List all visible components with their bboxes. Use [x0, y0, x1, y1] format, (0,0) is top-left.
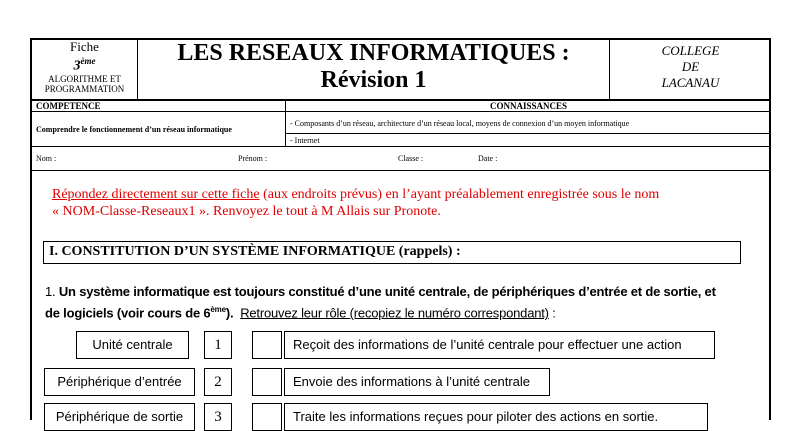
number-box: 2 [204, 368, 232, 396]
question-text: de logiciels (voir cours de 6 [45, 305, 211, 321]
nom-field[interactable]: Nom : [36, 154, 57, 163]
frame-left [30, 171, 32, 420]
term-box: Périphérique de sortie [44, 403, 195, 431]
school-line: COLLEGE [661, 43, 720, 58]
title [138, 40, 609, 94]
competence-value: Comprendre le fonctionnement d’un réseau informatique [36, 125, 232, 134]
instruction-text: (aux endroits prévus) en l’ayant préalablement enregistrée sous le nom [259, 187, 660, 202]
number-box: 3 [204, 403, 232, 431]
definition-box: Envoie des informations à l’unité centrale [284, 368, 550, 396]
question-text: Un système informatique est toujours constitué d’une unité centrale, de périphériques d’entrée et de sortie, et [58, 284, 716, 299]
connaissances-header: CONNAISSANCES [489, 101, 568, 111]
school-line: LACANAU [661, 75, 720, 90]
level: 3ème [73, 56, 96, 74]
answer-field[interactable] [252, 403, 282, 431]
term-box: Unité centrale [76, 331, 189, 359]
instruction-text: « NOM-Classe-Reseaux1 ». Renvoyez le tout à M Allais sur Pronote. [52, 204, 441, 219]
instruction-emphasis: Répondez directement sur cette fiche [52, 187, 260, 202]
instructions [52, 186, 659, 220]
subject-line: PROGRAMMATION [44, 83, 125, 94]
connaissances-line: - Internet [290, 136, 320, 145]
section-title: I. CONSTITUTION D’UN SYSTÈME INFORMATIQUE (rappels) : [49, 244, 461, 259]
definition-box: Traite les informations reçues pour piloter des actions en sortie. [284, 403, 708, 431]
question-instruction: Retrouvez leur rôle (recopiez le numéro correspondant) [240, 305, 549, 321]
school [610, 43, 771, 91]
connaissances-line: - Composants d’un réseau, architecture d’un réseau local, moyens de connexion d’un moyen informatique [290, 119, 630, 128]
answer-field[interactable] [252, 331, 282, 359]
title-line1: LES RESEAUX INFORMATIQUES : [177, 40, 570, 66]
subject-line: ALGORITHME ET [48, 73, 121, 84]
date-field[interactable]: Date : [478, 154, 498, 163]
prenom-field[interactable]: Prénom : [238, 154, 268, 163]
divider [30, 111, 771, 112]
number-box: 1 [204, 331, 232, 359]
school-line: DE [681, 59, 700, 74]
term-box: Périphérique d’entrée [44, 368, 195, 396]
divider [285, 133, 771, 134]
fiche-cell [32, 40, 137, 94]
frame-right [769, 171, 771, 420]
fiche-label: Fiche [70, 39, 99, 54]
definition-box: Reçoit des informations de l’unité centrale pour effectuer une action [284, 331, 715, 359]
competence-header: COMPETENCE [36, 101, 101, 111]
classe-field[interactable]: Classe : [398, 154, 424, 163]
answer-field[interactable] [252, 368, 282, 396]
question-1: 1. Un système informatique est toujours constitué d’une unité centrale, de périphériques d’entrée et de sortie, et de logiciels (voir cours de 6ème). Retrouvez leur rôle (recopiez le numéro correspondant) : [45, 284, 716, 321]
title-line2: Révision 1 [320, 67, 427, 93]
